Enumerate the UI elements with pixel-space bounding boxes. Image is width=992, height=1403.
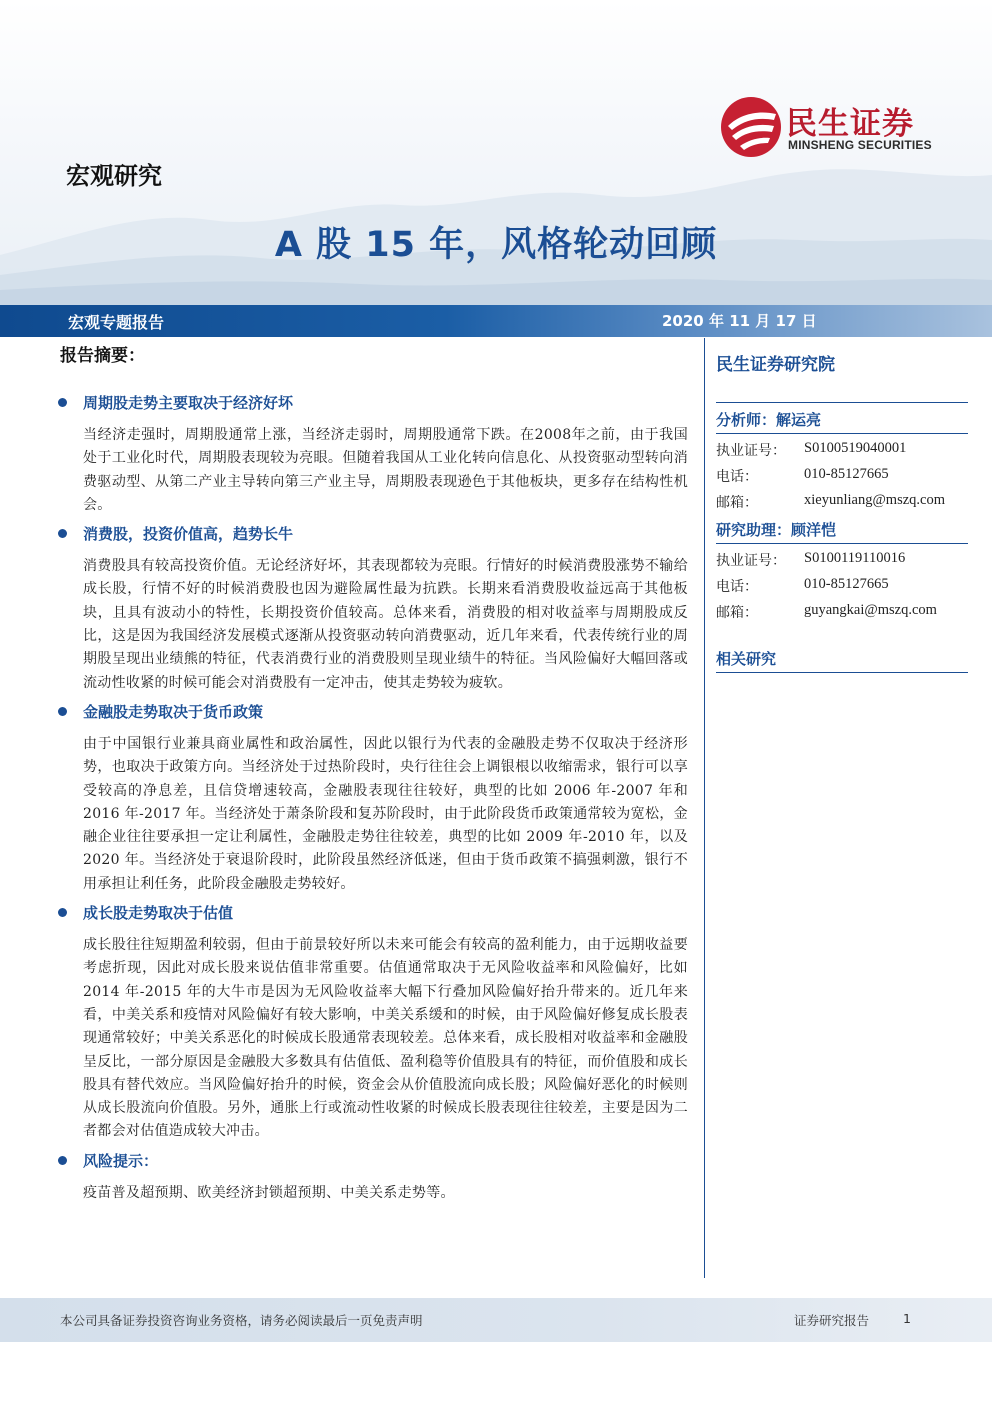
bullet-icon: [58, 529, 67, 538]
section-body: 成长股往往短期盈利较弱，但由于前景较好所以未来可能会有较高的盈利能力，由于远期收益要考虑折现，因此对成长股来说估值非常重要。估值通常取决于无风险收益率和风险偏好，比如 2014 年-2015 年的大牛市是因为无风险收益率大幅下行叠加风险偏好抬升带来的。近几年来看，中美关系和疫情对风险偏好有较大影响，中美关系缓和的时候，由于风险偏好修复成长股表现通常较好；中美关系恶化的时候成长股通常表现较差。总体来看，成长股相对收益率和金融股呈反比，一部分原因是金融股大多数具有估值低、盈利稳等价值股具有的特征，而价值股和成长股具有替代效应。当风险偏好抬升的时候，资金会从价值股流向成长股；风险偏好恶化的时候则从成长股流向价值股。另外，通胀上行或流动性收紧的时候成长股表现往往较差，主要是因为二者都会对估值造成较大冲击。: [83, 937, 688, 1140]
minsheng-logo: [720, 96, 960, 158]
section-consumer: [58, 523, 688, 695]
section-title: 金融股走势取决于货币政策: [83, 702, 264, 721]
section-title: 风险提示：: [83, 1151, 159, 1170]
analyst-license: 执业证号： S0100519040001: [716, 440, 907, 459]
section-growth: [58, 902, 688, 1144]
section-body: 由于中国银行业兼具商业属性和政治属性，因此以银行为代表的金融股走势不仅取决于经济形势，也取决于政策方向。当经济处于过热阶段时，央行往往会上调银根以收缩需求，银行可以享受较高的净息差，且信贷增速较高，金融股表现往往较好，典型的比如 2006 年-2007 年和 2016 年-2017 年。当经济处于萧条阶段和复苏阶段时，由于此阶段货币政策通常较为宽松，金融企业往往要承担一定让利属性，金融股走势往往较差，典型的比如 2009 年-2010 年，以及 2020 年。当经济处于衰退阶段时，此阶段虽然经济低迷，但由于货币政策不搞强刺激，银行不用承担让利任务，此阶段金融股走势较好。: [83, 735, 688, 892]
sidebar-divider: [704, 338, 705, 1278]
analyst-email: 邮箱： xieyunliang@mszq.com: [716, 491, 946, 511]
section-title: 成长股走势取决于估值: [83, 904, 234, 923]
assistant-license: 执业证号： S0100119110016: [716, 550, 906, 570]
report-date: 2020 年 11 月 17 日: [662, 312, 817, 330]
bullet-icon: [58, 707, 67, 716]
bullet-icon: [58, 1156, 67, 1165]
report-title: A 股 15 年，风格轮动回顾: [274, 225, 718, 265]
brand-name-cn: 民生证券: [786, 106, 914, 142]
analyst-phone: 电话： 010-85127665: [716, 465, 889, 485]
institute-name: 民生证券研究院: [716, 355, 835, 375]
section-title: 消费股，投资价值高，趋势长牛: [83, 525, 294, 544]
summary-label: 报告摘要：: [60, 346, 145, 366]
divider: [716, 672, 968, 673]
footer-disclaimer: 本公司具备证券投资咨询业务资格，请务必阅读最后一页免责声明: [60, 1313, 423, 1328]
footer-report-label: 证券研究报告: [794, 1313, 870, 1328]
summary-content: [58, 392, 688, 1211]
assistant-phone: 电话： 010-85127665: [716, 576, 889, 596]
page-number: 1: [903, 1311, 911, 1326]
section-cyclical: [58, 392, 688, 517]
header-banner: [0, 0, 992, 305]
related-research-heading: 相关研究: [716, 649, 777, 668]
section-body: 当经济走强时，周期股通常上涨，当经济走弱时，周期股通常下跌。在2008年之前，由于我国处于工业化时代，周期股表现较为亮眼。但随着我国从工业化转向信息化、从投资驱动型转向消费驱动型、从第二产业主导转向第三产业主导，周期股表现逊色于其他板块，更多存在结构性机会。: [83, 427, 688, 513]
section-risk: [58, 1150, 688, 1205]
report-type: 宏观专题报告: [68, 313, 165, 332]
divider: [716, 402, 968, 403]
section-title: 周期股走势主要取决于经济好坏: [83, 394, 294, 412]
page-footer: [0, 1298, 992, 1342]
analyst-heading: 分析师：解运亮: [716, 411, 822, 429]
assistant-heading: 研究助理：顾洋恺: [716, 521, 837, 540]
section-body: 疫苗普及超预期、欧美经济封锁超预期、中美关系走势等。: [83, 1184, 455, 1201]
bullet-icon: [58, 908, 67, 917]
bullet-icon: [58, 398, 67, 407]
minsheng-emblem-icon: [720, 96, 782, 158]
report-category: 宏观研究: [66, 162, 162, 190]
info-bar: [0, 305, 992, 337]
section-body: 消费股具有较高投资价值。无论经济好坏，其表现都较为亮眼。行情好的时候消费股涨势不输给成长股，行情不好的时候消费股也因为避险属性最为抗跌。长期来看消费股收益远高于其他板块，且具有波动小的特性，长期投资价值较高。总体来看，消费股的相对收益率与周期股成反比，这是因为我国经济发展模式逐渐从投资驱动转向消费驱动，近几年来看，代表传统行业的周期股呈现出业绩熊的特征，代表消费行业的消费股则呈现业绩牛的特征。当风险偏好大幅回落或流动性收紧的时候可能会对消费股有一定冲击，使其走势较为疲软。: [83, 558, 688, 691]
assistant-email: 邮箱： guyangkai@mszq.com: [716, 601, 937, 621]
sidebar: [716, 350, 968, 673]
section-financial: [58, 701, 688, 896]
brand-name-en: MINSHENG SECURITIES: [788, 138, 932, 152]
